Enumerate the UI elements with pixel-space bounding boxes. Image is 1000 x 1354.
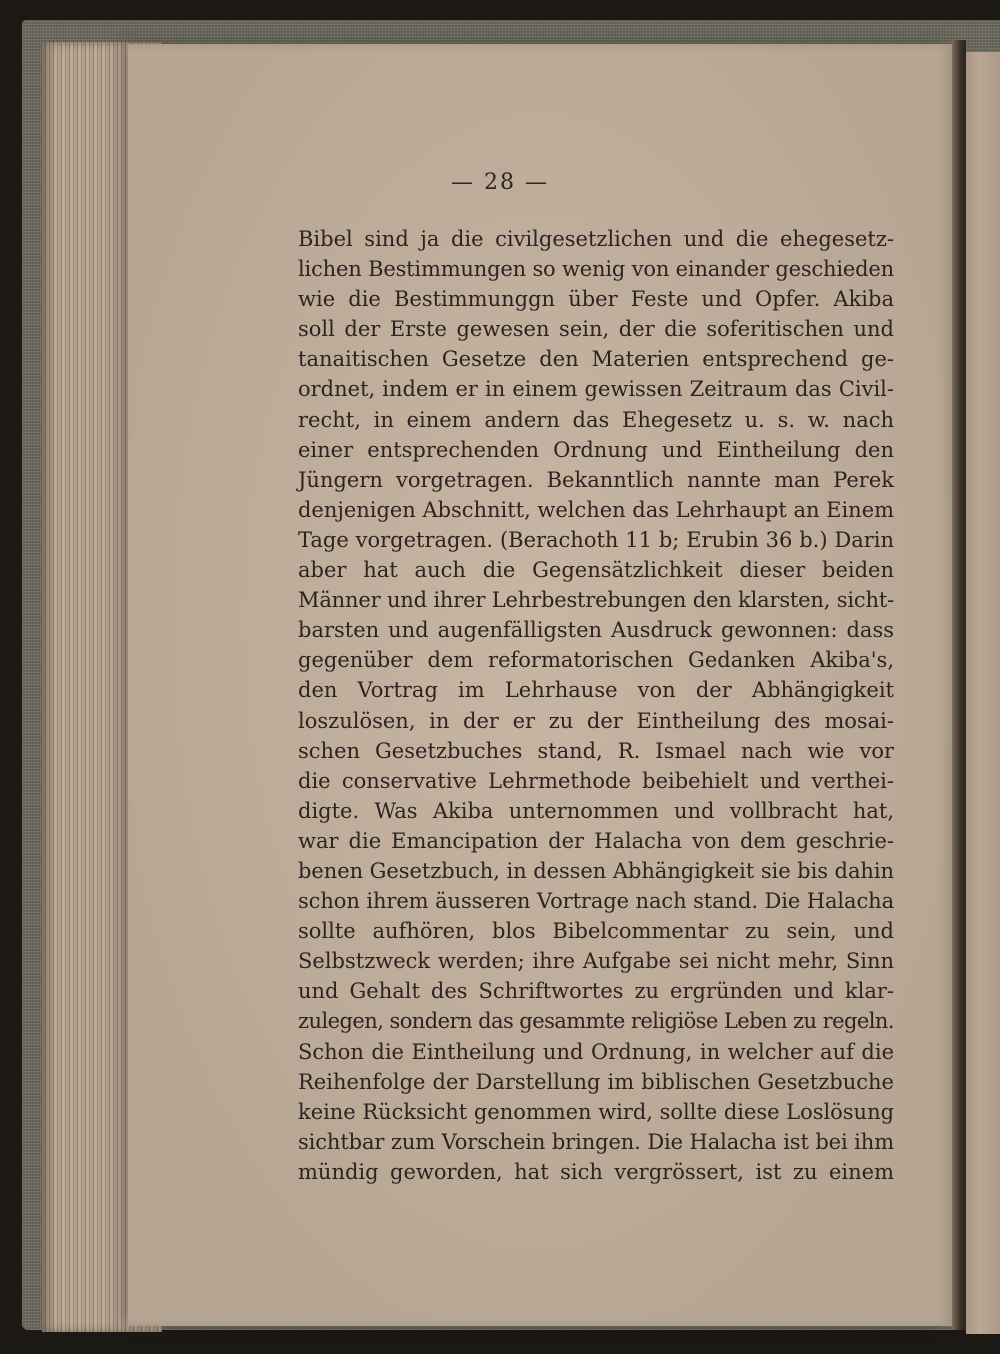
text-line: schon ihrem äusseren Vortrage nach stand. Die Halacha [298,889,894,914]
text-line: benen Gesetzbuch, in dessen Abhängigkeit sie bis dahin [298,858,894,883]
text-line: die conservative Lehrmethode beibehielt und verthei- [298,768,894,793]
text-line: Reihenfolge der Darstellung im biblischen Gesetzbuche [298,1069,894,1094]
book-gutter [952,40,966,1330]
text-line: recht, in einem andern das Ehegesetz u. s. w. nach [298,407,894,432]
text-line: soll der Erste gewesen sein, der die soferitischen und [298,317,894,342]
text-line: barsten und augenfälligsten Ausdruck gewonnen: dass [298,618,894,643]
text-line: Jüngern vorgetragen. Bekanntlich nannte man Perek [298,467,894,492]
text-line: keine Rücksicht genommen wird, sollte diese Loslösung [298,1099,894,1124]
text-line: sichtbar zum Vorschein bringen. Die Halacha ist bei ihm [298,1129,894,1154]
text-line: digte. Was Akiba unternommen und vollbracht hat, [298,798,894,823]
text-line: loszulösen, in der er zu der Eintheilung des mosai- [298,708,894,733]
text-line: und Gehalt des Schriftwortes zu ergründen und klar- [298,979,894,1004]
text-line: mündig geworden, hat sich vergrössert, ist zu einem [298,1159,894,1184]
text-line: Bibel sind ja die civilgesetzlichen und die ehegesetz- [298,227,894,251]
body-text [298,224,894,1187]
text-line: sollte aufhören, blos Bibelcommentar zu sein, und [298,919,894,944]
text-line: Selbstzweck werden; ihre Aufgabe sei nicht mehr, Sinn [298,949,894,974]
text-line: einer entsprechenden Ordnung und Eintheilung den [298,437,894,462]
text-line: aber hat auch die Gegensätzlichkeit dieser beiden [298,558,894,583]
text-line: Tage vorgetragen. (Berachoth 11 b; Erubin 36 b.) Darin [298,527,894,552]
facing-page-edge [966,52,1000,1334]
text-line: gegenüber dem reformatorischen Gedanken Akiba's, [298,648,894,673]
text-line: lichen Bestimmungen so wenig von einander geschieden [298,257,894,282]
text-line: ordnet, indem er in einem gewissen Zeitraum das Civil- [298,377,894,402]
text-line: tanaitischen Gesetze den Materien entsprechend ge- [298,347,894,372]
text-line: Schon die Eintheilung und Ordnung, in welcher auf die [298,1039,894,1064]
text-line: zulegen, sondern das gesammte religiöse Leben zu regeln. [298,1009,894,1034]
text-line: wie die Bestimmunggn über Feste und Opfer. Akiba [298,287,894,312]
text-line: schen Gesetzbuches stand, R. Ismael nach wie vor [298,738,894,763]
text-line: denjenigen Abschnitt, welchen das Lehrhaupt an Einem [298,497,894,522]
text-line: war die Emancipation der Halacha von dem geschrie- [298,828,894,853]
text-line: den Vortrag im Lehrhause von der Abhängigkeit [298,678,894,703]
text-line: Männer und ihrer Lehrbestrebungen den klarsten, sicht- [298,588,894,613]
page-number: — 28 — [451,170,549,195]
